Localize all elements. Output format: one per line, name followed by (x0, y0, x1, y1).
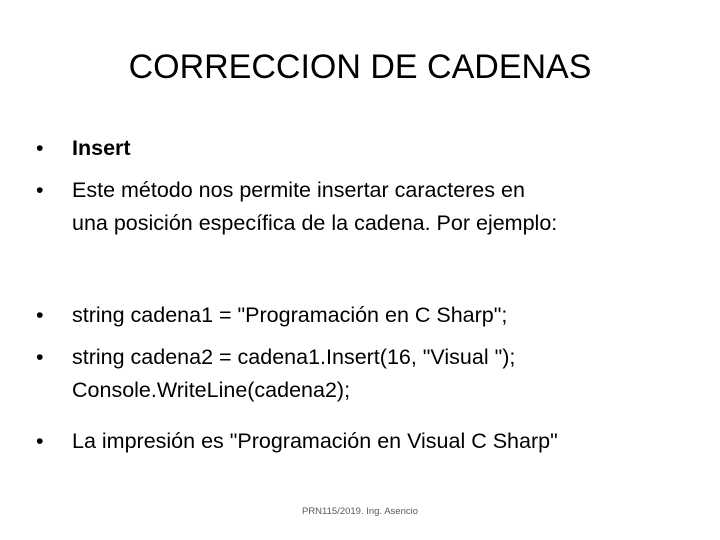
bullet-text-line: Este método nos permite insertar caracteres en (72, 178, 525, 202)
bullet-insert (36, 132, 716, 165)
slide-title: CORRECCION DE CADENAS (128, 48, 592, 86)
bullet-text-line: La impresión es "Programación en Visual C Sharp" (72, 429, 558, 453)
bullet-text-line: string cadena1 = "Programación en C Sharp"; (72, 303, 508, 327)
bullet-code-insert (36, 341, 716, 407)
bullet-text: Insert (72, 136, 131, 160)
bullet-dot: • (36, 429, 44, 453)
bullet-text-line: una posición específica de la cadena. Por ejemplo: (72, 211, 558, 235)
bullet-text-line: string cadena2 = cadena1.Insert(16, "Visual "); (72, 345, 516, 369)
slide-footer: PRN115/2019. Ing. Asencio (301, 506, 418, 517)
bullet-description (36, 174, 716, 240)
bullet-output (36, 425, 716, 458)
bullet-dot: • (36, 136, 44, 160)
bullet-dot: • (36, 303, 44, 327)
bullet-dot: • (36, 345, 44, 369)
bullet-code-declaration (36, 299, 716, 332)
bullet-text-line: Console.WriteLine(cadena2); (72, 378, 351, 402)
bullet-dot: • (36, 178, 44, 202)
